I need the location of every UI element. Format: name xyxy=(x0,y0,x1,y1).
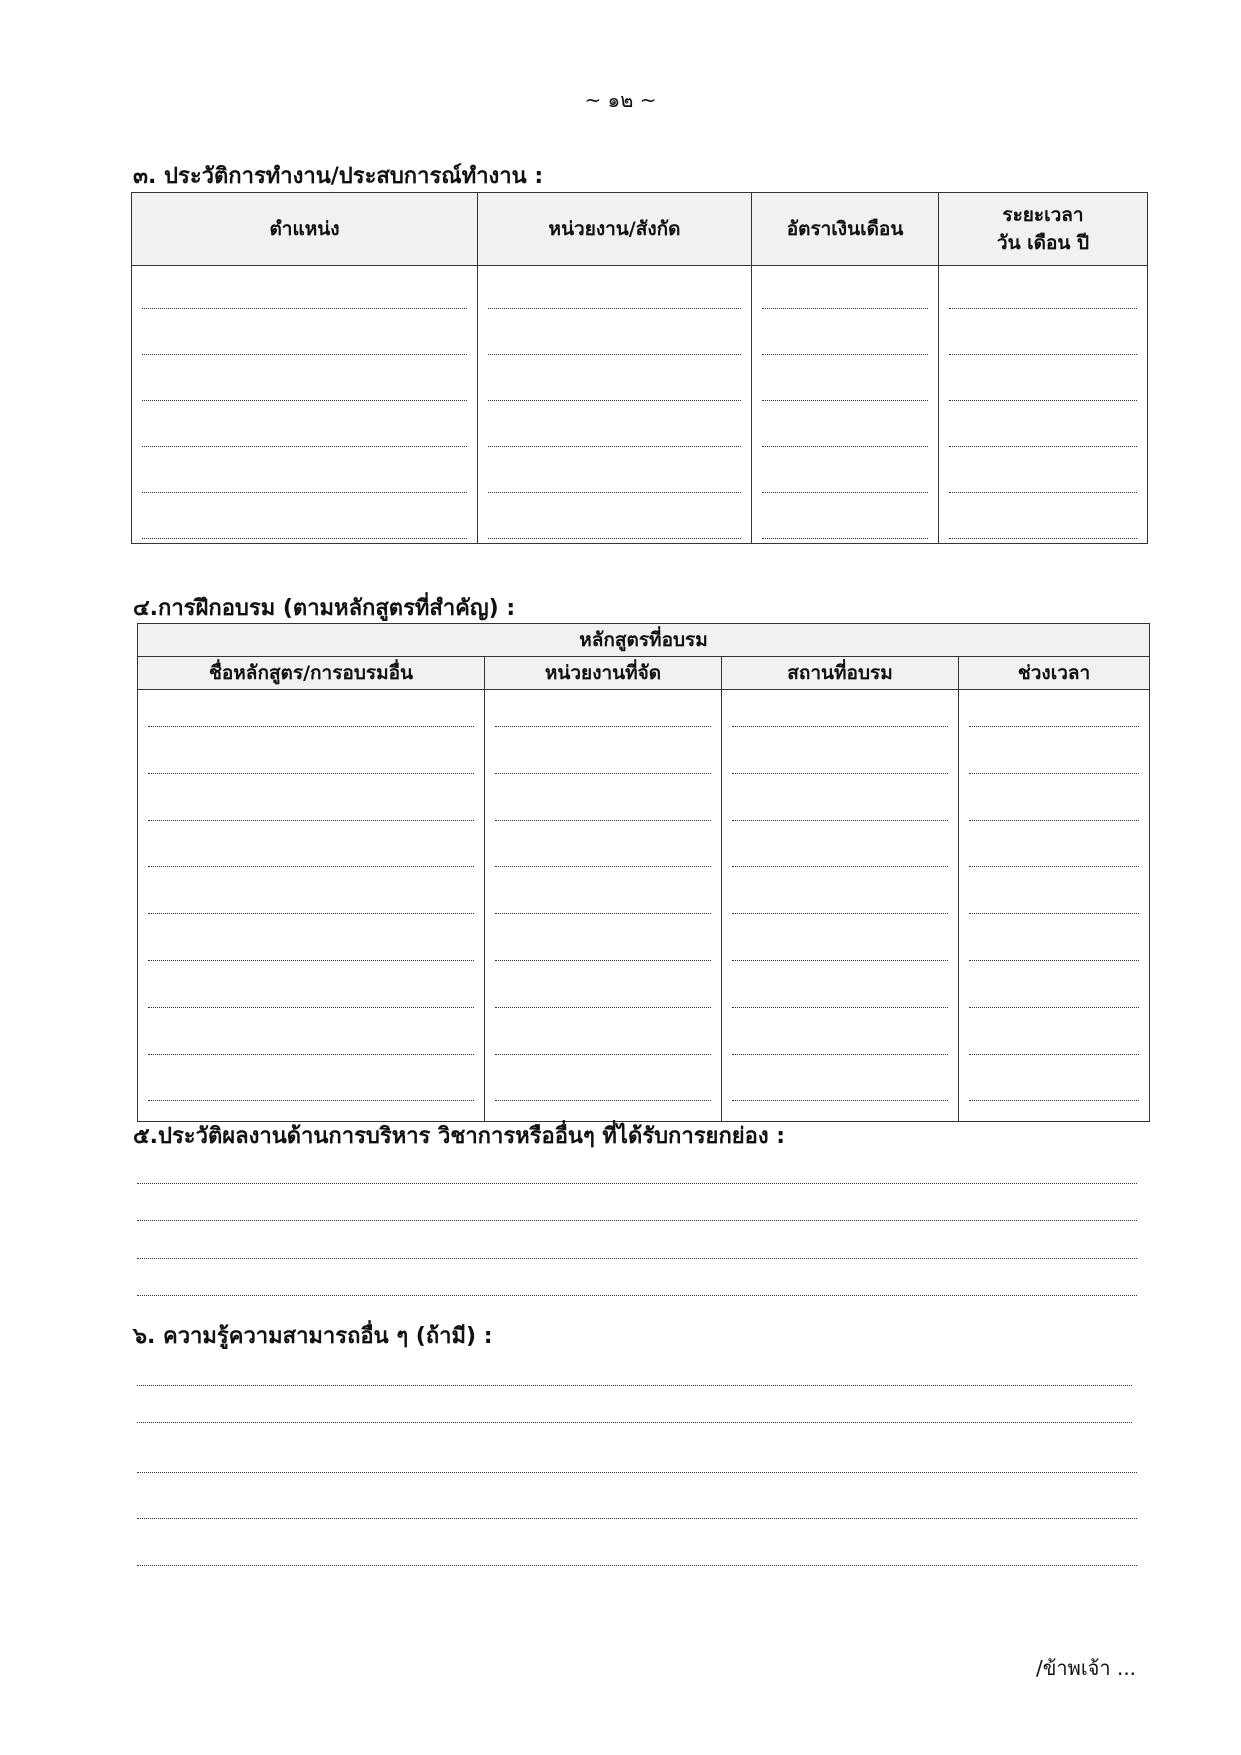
page-number: ~ ๑๒ ~ xyxy=(584,88,657,112)
fill-line xyxy=(732,887,948,914)
fill-line xyxy=(488,328,741,355)
fill-line xyxy=(949,328,1137,355)
fill-line xyxy=(969,934,1139,961)
fill-line xyxy=(732,794,948,821)
fill-line xyxy=(488,512,741,539)
fill-line xyxy=(732,981,948,1008)
section-5-fill-line[interactable] xyxy=(137,1295,1137,1296)
work-history-header-row xyxy=(132,193,1148,266)
work-history-fill-row xyxy=(132,266,1148,544)
section-6-fill-line[interactable] xyxy=(137,1472,1137,1473)
fill-line xyxy=(949,512,1137,539)
fill-line xyxy=(762,374,928,401)
section-6-fill-line[interactable] xyxy=(137,1565,1137,1566)
fill-line xyxy=(142,374,467,401)
fill-line xyxy=(148,887,474,914)
fill-line xyxy=(762,512,928,539)
fill-line xyxy=(148,700,474,727)
training-header-row xyxy=(138,657,1150,690)
fill-line xyxy=(495,700,711,727)
period-fill-cell[interactable] xyxy=(939,266,1148,544)
section-5-fill-line[interactable] xyxy=(137,1258,1137,1259)
fill-line xyxy=(148,934,474,961)
fill-line xyxy=(732,747,948,774)
column-header-time-period: ช่วงเวลา xyxy=(959,657,1150,690)
column-header-organizer: หน่วยงานที่จัด xyxy=(485,657,722,690)
section-4-heading: ๔.การฝึกอบรม (ตามหลักสูตรที่สำคัญ) : xyxy=(133,596,516,621)
work-history-table xyxy=(131,192,1148,544)
period-header-line1: ระยะเวลา xyxy=(1002,204,1084,226)
venue-fill-cell[interactable] xyxy=(722,690,959,1122)
fill-line xyxy=(495,840,711,867)
section-3-heading: ๓. ประวัติการทำงาน/ประสบการณ์ทำงาน : xyxy=(133,164,544,189)
continuation-note: /ข้าพเจ้า ... xyxy=(1036,1656,1137,1680)
fill-line xyxy=(762,328,928,355)
fill-line xyxy=(762,466,928,493)
fill-line xyxy=(762,282,928,309)
training-group-header: หลักสูตรที่อบรม xyxy=(138,624,1150,657)
fill-line xyxy=(969,981,1139,1008)
fill-line xyxy=(969,700,1139,727)
column-header-period xyxy=(939,193,1148,266)
section-6-heading: ๖. ความรู้ความสามารถอื่น ๆ (ถ้ามี) : xyxy=(133,1324,493,1349)
fill-line xyxy=(732,934,948,961)
training-fill-row xyxy=(138,690,1150,1122)
fill-line xyxy=(495,1074,711,1101)
fill-line xyxy=(495,747,711,774)
column-header-position: ตำแหน่ง xyxy=(132,193,478,266)
section-6-fill-line[interactable] xyxy=(137,1518,1137,1519)
fill-line xyxy=(969,887,1139,914)
fill-line xyxy=(495,934,711,961)
fill-line xyxy=(495,1028,711,1055)
training-group-header-row xyxy=(138,624,1150,657)
column-header-salary: อัตราเงินเดือน xyxy=(752,193,939,266)
section-6-fill-line[interactable] xyxy=(137,1422,1132,1423)
position-fill-cell[interactable] xyxy=(132,266,478,544)
section-5-heading: ๕.ประวัติผลงานด้านการบริหาร วิชาการหรืออื่นๆ ที่ได้รับการยกย่อง : xyxy=(133,1124,786,1149)
fill-line xyxy=(732,1074,948,1101)
time-period-fill-cell[interactable] xyxy=(959,690,1150,1122)
fill-line xyxy=(969,794,1139,821)
fill-line xyxy=(495,794,711,821)
fill-line xyxy=(488,420,741,447)
fill-line xyxy=(148,794,474,821)
period-header-line2: วัน เดือน ปี xyxy=(996,232,1090,254)
fill-line xyxy=(148,1074,474,1101)
fill-line xyxy=(488,282,741,309)
fill-line xyxy=(762,420,928,447)
fill-line xyxy=(142,512,467,539)
fill-line xyxy=(148,840,474,867)
fill-line xyxy=(142,466,467,493)
fill-line xyxy=(969,747,1139,774)
fill-line xyxy=(969,1028,1139,1055)
fill-line xyxy=(732,840,948,867)
fill-line xyxy=(142,420,467,447)
fill-line xyxy=(148,747,474,774)
fill-line xyxy=(495,981,711,1008)
fill-line xyxy=(969,840,1139,867)
fill-line xyxy=(495,887,711,914)
column-header-venue: สถานที่อบรม xyxy=(722,657,959,690)
fill-line xyxy=(732,700,948,727)
training-table xyxy=(137,623,1150,1122)
fill-line xyxy=(949,420,1137,447)
fill-line xyxy=(949,374,1137,401)
fill-line xyxy=(969,1074,1139,1101)
column-header-department: หน่วยงาน/สังกัด xyxy=(478,193,752,266)
section-6-fill-line[interactable] xyxy=(137,1385,1132,1386)
fill-line xyxy=(142,282,467,309)
course-name-fill-cell[interactable] xyxy=(138,690,485,1122)
fill-line xyxy=(488,466,741,493)
fill-line xyxy=(148,1028,474,1055)
fill-line xyxy=(732,1028,948,1055)
department-fill-cell[interactable] xyxy=(478,266,752,544)
section-5-fill-line[interactable] xyxy=(137,1183,1137,1184)
column-header-course-name: ชื่อหลักสูตร/การอบรมอื่น xyxy=(138,657,485,690)
fill-line xyxy=(488,374,741,401)
organizer-fill-cell[interactable] xyxy=(485,690,722,1122)
fill-line xyxy=(949,282,1137,309)
fill-line xyxy=(142,328,467,355)
section-5-fill-line[interactable] xyxy=(137,1220,1137,1221)
salary-fill-cell[interactable] xyxy=(752,266,939,544)
fill-line xyxy=(949,466,1137,493)
fill-line xyxy=(148,981,474,1008)
